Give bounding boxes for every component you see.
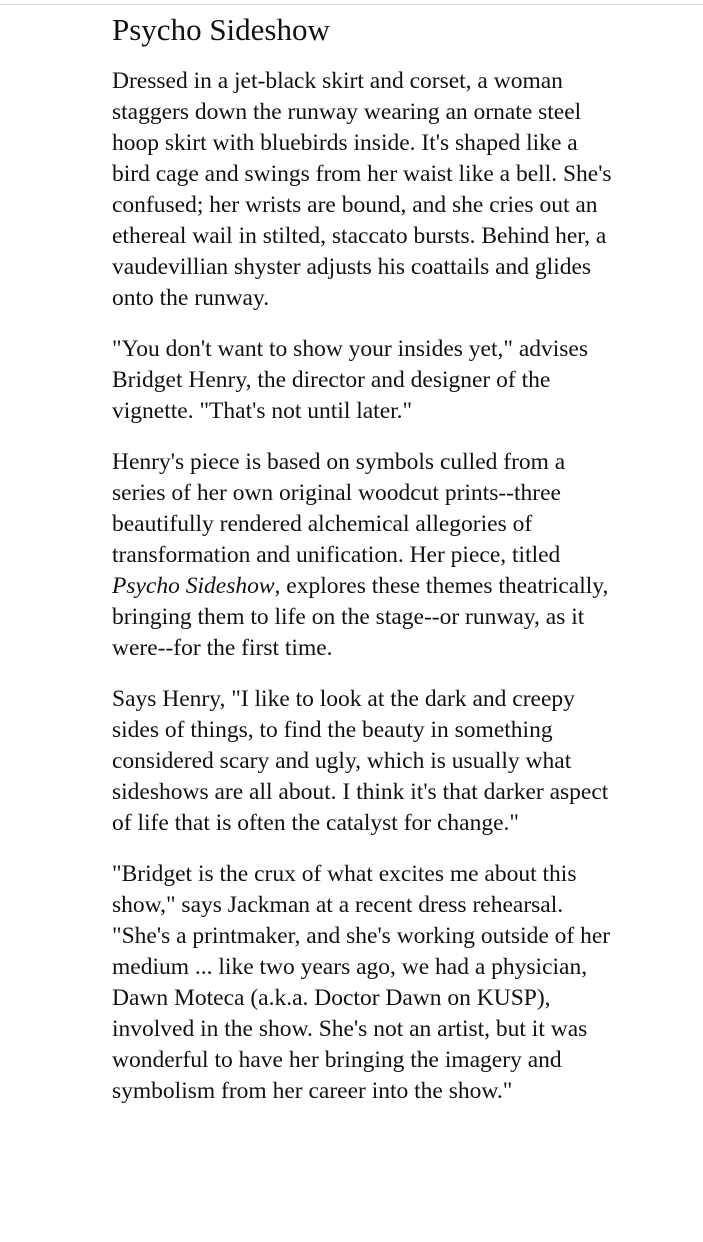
paragraph-3 bbox=[112, 447, 612, 664]
paragraph-5: "Bridget is the crux of what excites me about this show," says Jackman at a recent dress rehearsal. "She's a printmaker, and she's working outside of her medium ... like two years ago, we had a physician, Dawn Moteca (a.k.a. Doctor Dawn on KUSP), involved in the show. She's not an artist, but it was wonderful to have her bringing the imagery and symbolism from her career into the show." bbox=[112, 861, 611, 1104]
top-divider bbox=[0, 4, 703, 5]
paragraph-3-italic-title: Psycho Sideshow bbox=[112, 573, 275, 599]
paragraph-3-text-before: Henry's piece is based on symbols culled from a series of her own original woodcut prints--three beautifully rendered alchemical allegories of transformation and unification. Her piece, titled bbox=[112, 449, 566, 568]
paragraph-1: Dressed in a jet-black skirt and corset, a woman staggers down the runway wearing an ornate steel hoop skirt with bluebirds inside. It's shaped like a bird cage and swings from her waist like a bell. She's confused; her wrists are bound, and she cries out an ethereal wail in stilted, staccato bursts. Behind her, a vaudevillian shyster adjusts his coattails and glides onto the runway. bbox=[112, 68, 612, 311]
article bbox=[112, 10, 612, 1127]
paragraph-3-text-after: , explores these themes theatrically, bringing them to life on the stage--or runway, as it were--for the first time. bbox=[112, 573, 609, 661]
paragraph-2: "You don't want to show your insides yet," advises Bridget Henry, the director and designer of the vignette. "That's not until later." bbox=[112, 336, 589, 424]
paragraph-4: Says Henry, "I like to look at the dark and creepy sides of things, to find the beauty in something considered scary and ugly, which is usually what sideshows are all about. I think it's that darker aspect of life that is often the catalyst for change." bbox=[112, 686, 609, 836]
article-title: Psycho Sideshow bbox=[112, 12, 330, 47]
